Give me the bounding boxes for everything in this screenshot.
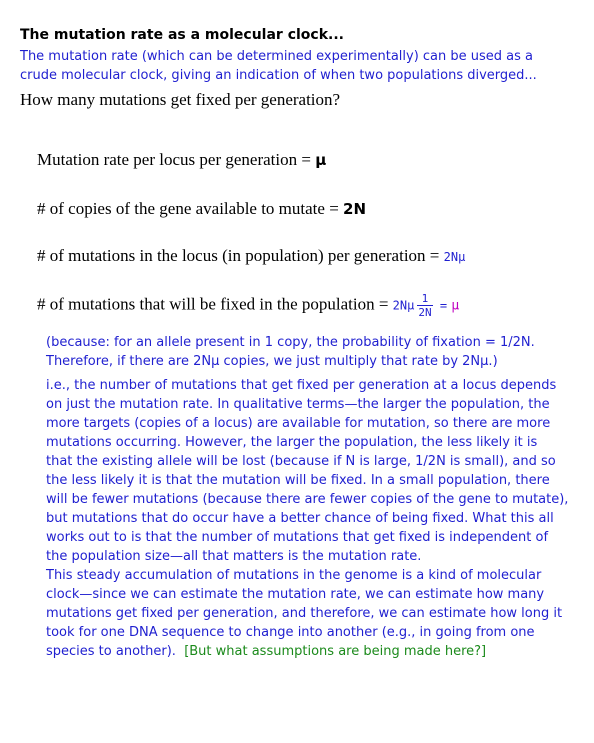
equation-value: 2N — [343, 200, 367, 218]
equation-label: # of mutations that will be fixed in the population = — [37, 294, 389, 314]
explanation-line: mutations occurring. However, the larger the population, the less likely it is — [46, 435, 538, 450]
equation-label: Mutation rate per locus per generation = — [37, 150, 311, 169]
equation-label: # of copies of the gene available to mutate = — [37, 199, 339, 218]
fraction — [417, 292, 432, 319]
equals-sign: = — [439, 298, 448, 313]
fraction-numerator: 1 — [417, 292, 432, 306]
equation-label: # of mutations in the locus (in population) per generation = — [37, 246, 440, 265]
clock-line: This steady accumulation of mutations in the genome is a kind of molecular — [46, 568, 542, 583]
explanation-line: works out to is that the number of mutations that get fixed is independent of — [46, 530, 549, 545]
clock-line: mutations get fixed per generation, and therefore, we can estimate how long it — [46, 606, 563, 621]
page-title: The mutation rate as a molecular clock... — [20, 27, 344, 43]
intro-line: The mutation rate (which can be determined experimentally) can be used as a — [20, 49, 534, 64]
explanation-line: on just the mutation rate. In qualitative terms—the larger the population, the — [46, 397, 550, 412]
equation-mutations-per-generation — [37, 246, 465, 266]
equation-value: μ — [315, 151, 327, 169]
explanation-line: more targets (copies of a locus) are available for mutation, so there are more — [46, 416, 551, 431]
equation-fixed-mutations — [37, 292, 459, 319]
explanation-line: the less likely it is that the mutation will be fixed. In a small population, there — [46, 473, 550, 488]
equation-mutation-rate — [37, 150, 326, 170]
explanation-line: that the existing allele will be lost (because if N is large, 1/2N is small), and so — [46, 454, 556, 469]
explanation-paragraph — [46, 376, 568, 566]
intro-line: crude molecular clock, giving an indication of when two populations diverged... — [20, 68, 537, 83]
clock-line: clock—since we can estimate the mutation rate, we can estimate how many — [46, 587, 545, 602]
explanation-line: but mutations that do occur have a better chance of being fixed. What this all — [46, 511, 554, 526]
because-line: (because: for an allele present in 1 copy, the probability of fixation = 1/2N. — [46, 335, 535, 350]
clock-line — [46, 642, 562, 661]
clock-paragraph — [46, 566, 562, 661]
equation-result: μ — [451, 298, 460, 314]
because-line: Therefore, if there are 2Nμ copies, we just multiply that rate by 2Nμ.) — [46, 354, 498, 369]
fraction-denominator: 2N — [418, 306, 432, 319]
because-note — [46, 333, 535, 371]
clock-last-text: species to another). — [46, 644, 176, 659]
equation-gene-copies — [37, 199, 366, 219]
explanation-line: will be fewer mutations (because there are fewer copies of the gene to mutate), — [46, 492, 569, 507]
equation-prefix: 2Nμ — [392, 298, 415, 313]
clock-line: took for one DNA sequence to change into another (e.g., in going from one — [46, 625, 535, 640]
intro-text — [20, 47, 580, 85]
assumptions-question: [But what assumptions are being made here?] — [184, 644, 487, 659]
explanation-line: the population size—all that matters is the mutation rate. — [46, 549, 422, 564]
question-text: How many mutations get fixed per generation? — [20, 90, 341, 109]
equation-value: 2Nμ — [443, 250, 466, 264]
explanation-line: i.e., the number of mutations that get fixed per generation at a locus depends — [46, 378, 557, 393]
